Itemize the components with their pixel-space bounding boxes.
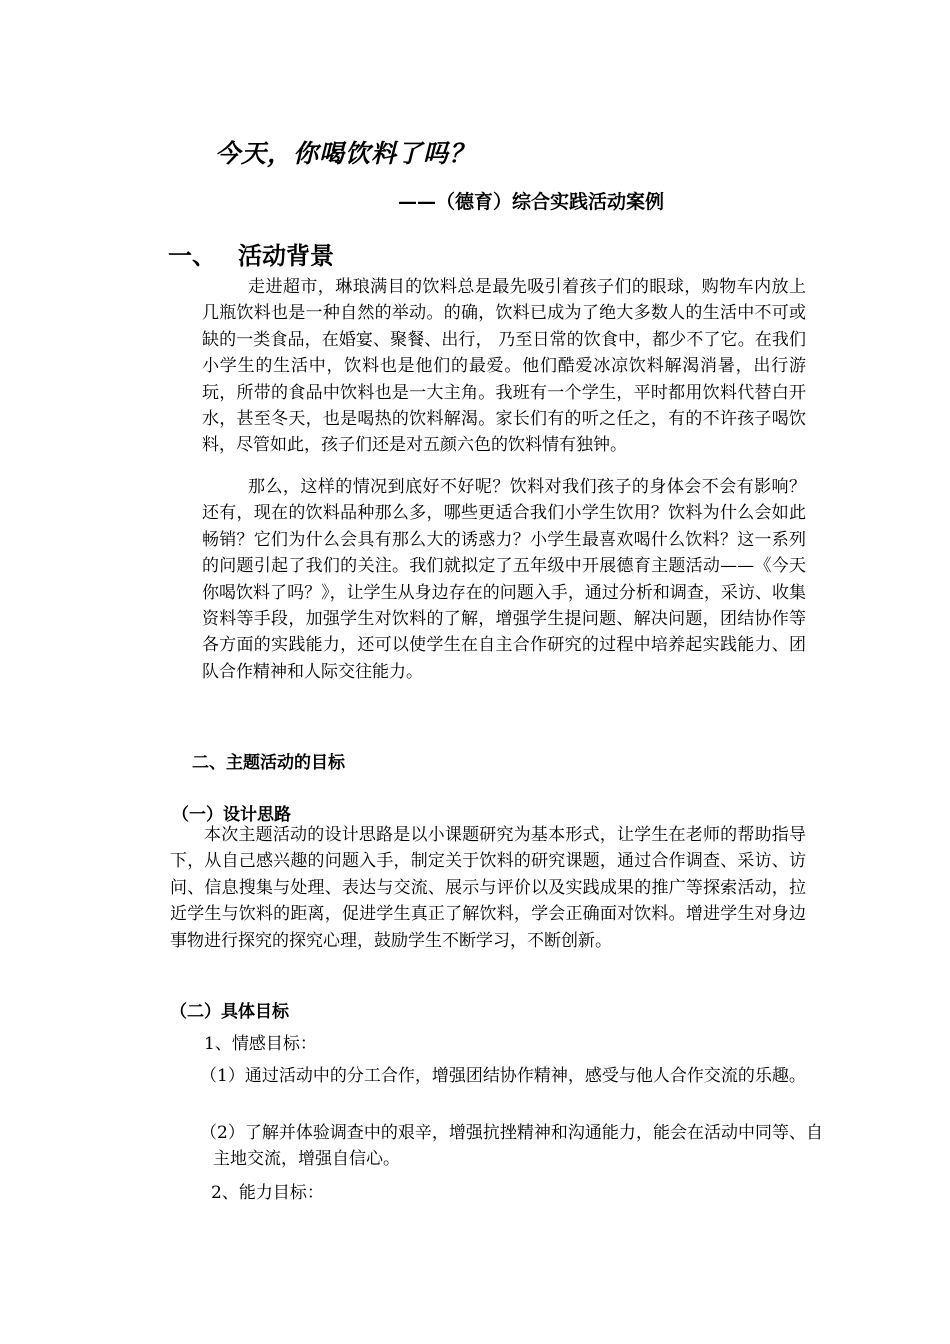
section-1-number: 一、 — [168, 241, 216, 270]
background-paragraph-1: 走进超市，琳琅满目的饮料总是最先吸引着孩子们的眼球，购物车内放上几瓶饮料也是一种自然的举动。的确，饮料已成为了绝大多数人的生活中不可或缺的一类食品，在婚宴、聚餐、出行， 乃至日常的饮食中，都少不了它。在我们小学生的生活中，饮料也是他们的最爱。他们酷爱冰凉饮料解渴消暑，出行游玩，所带的食品中饮料也是一大主角。我班有一个学生，平时都用饮料代替白开水，甚至冬天，也是喝热的饮料解渴。家长们有的听之任之，有的不许孩子喝饮料，尽管如此，孩子们还是对五颜六色的饮料情有独钟。 — [202, 277, 806, 456]
background-paragraph-2: 那么，这样的情况到底好不好呢？饮料对我们孩子的身体会不会有影响？还有，现在的饮料品种那么多，哪些更适合我们小学生饮用？饮料为什么会如此畅销？它们为什么会具有那么大的诱惑力？小学生最喜欢喝什么饮料？这一系列的问题引起了我们的关注。我们就拟定了五年级中开展德育主题活动——《今天你喝饮料了吗？》，让学生从身边存在的问题入手，通过分析和调查，采访、收集资料等手段，加强学生对饮料的了解，增强学生提问题、解决问题，团结协作等各方面的实践能力，还可以使学生在自主合作研究的过程中培养起实践能力、团队合作精神和人际交往能力。 — [202, 477, 806, 682]
specific-goals-heading: （二）具体目标 — [170, 1002, 289, 1022]
design-idea-paragraph: 本次主题活动的设计思路是以小课题研究为基本形式，让学生在老师的帮助指导下，从自己感兴趣的问题入手，制定关于饮料的研究课题，通过合作调查、采访、访问、信息搜集与处理、表达与交流、展示与评价以及实践成果的推广等探索活动，拉近学生与饮料的距离，促进学生真正了解饮料，学会正确面对饮料。增进学生对身边事物进行探究的探究心理，鼓励学生不断学习，不断创新。 — [170, 825, 806, 951]
design-idea-heading: （一）设计思路 — [172, 805, 291, 825]
goal-item: （1）通过活动中的分工合作，增强团结协作精神，感受与他人合作交流的乐趣。 — [200, 1066, 806, 1086]
section-1-heading — [168, 236, 334, 271]
section-2-heading: 二、主题活动的目标 — [192, 753, 345, 773]
section-1-title: 活动背景 — [238, 241, 334, 270]
ability-goal-label: 2、能力目标： — [211, 1183, 324, 1203]
emotional-goal-label: 1、情感目标： — [204, 1034, 317, 1054]
goal-item: （2）了解并体验调查中的艰辛，增强抗挫精神和沟通能力，能会在活动中同等、自主地交流，增强自信心。 — [200, 1123, 823, 1170]
document-subtitle: ——（德育）综合实践活动案例 — [398, 191, 665, 213]
document-title: 今天，你喝饮料了吗？ — [215, 139, 476, 168]
